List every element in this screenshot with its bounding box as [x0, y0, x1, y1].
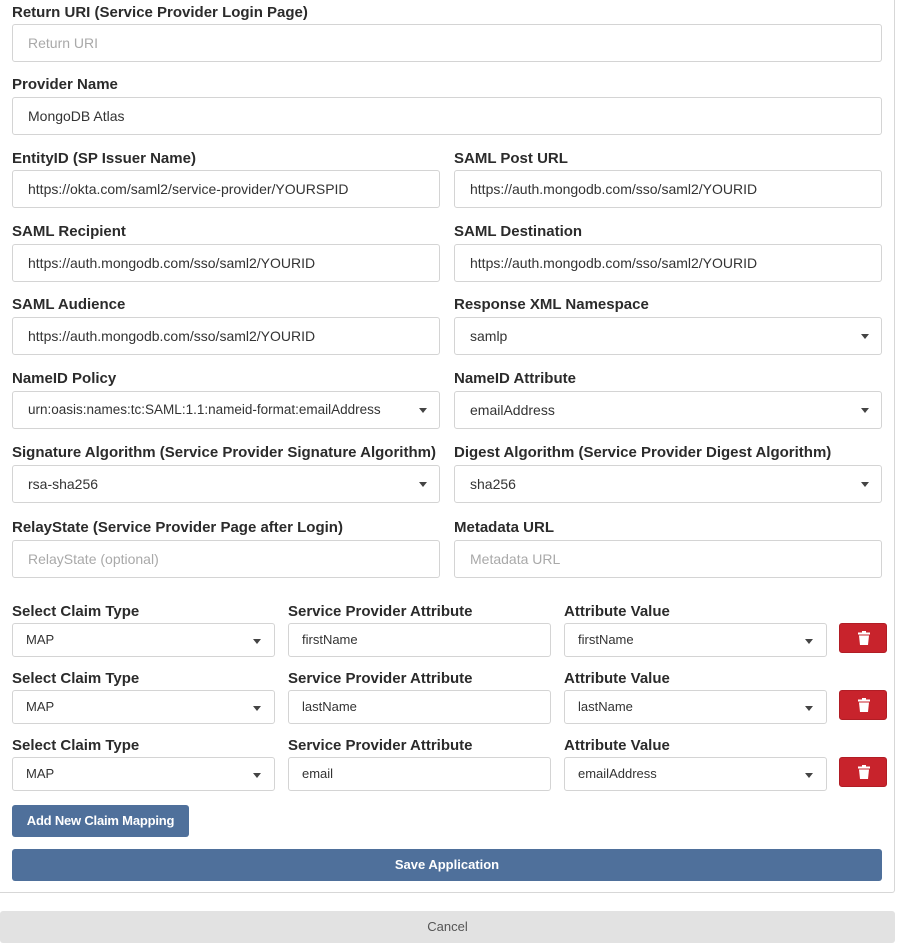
saml-destination-input[interactable] — [454, 244, 882, 282]
claim-attribute-label: Service Provider Attribute — [288, 737, 473, 754]
caret-down-icon — [805, 773, 813, 778]
claim-attribute-value: email — [302, 766, 334, 781]
caret-down-icon — [805, 639, 813, 644]
response-xml-namespace-select[interactable] — [454, 317, 882, 355]
claim-type-value: MAP — [26, 766, 55, 781]
claim-type-select[interactable] — [12, 757, 275, 791]
signature-algorithm-label: Signature Algorithm (Service Provider Signature Algorithm) — [12, 444, 436, 461]
trash-icon — [858, 631, 870, 645]
claim-attribute-input[interactable] — [288, 623, 551, 657]
saml-destination-label: SAML Destination — [454, 223, 583, 240]
provider-name-label: Provider Name — [12, 76, 118, 93]
saml-audience-input[interactable] — [12, 317, 440, 355]
nameid-attribute-value: emailAddress — [470, 402, 555, 418]
entity-id-label: EntityID (SP Issuer Name) — [12, 150, 196, 167]
saml-destination-value: https://auth.mongodb.com/sso/saml2/YOURID — [470, 255, 758, 271]
claim-type-value: MAP — [26, 632, 55, 647]
signature-algorithm-value: rsa-sha256 — [28, 476, 99, 492]
entity-id-input[interactable] — [12, 170, 440, 208]
caret-down-icon — [253, 639, 261, 644]
trash-icon — [858, 765, 870, 779]
claim-type-label: Select Claim Type — [12, 603, 140, 620]
delete-claim-button[interactable] — [839, 757, 887, 787]
claim-value-value: emailAddress — [578, 766, 657, 781]
relay-state-placeholder: RelayState (optional) — [28, 551, 159, 567]
metadata-url-placeholder: Metadata URL — [470, 551, 561, 567]
claim-value-select[interactable] — [564, 690, 827, 724]
nameid-policy-select[interactable] — [12, 391, 440, 429]
save-application-button[interactable]: Save Application — [12, 849, 882, 881]
claim-value-label: Attribute Value — [564, 670, 670, 687]
saml-recipient-value: https://auth.mongodb.com/sso/saml2/YOURID — [28, 255, 316, 271]
provider-name-value: MongoDB Atlas — [28, 108, 125, 124]
claim-value-label: Attribute Value — [564, 603, 670, 620]
saml-audience-label: SAML Audience — [12, 296, 126, 313]
saml-recipient-input[interactable] — [12, 244, 440, 282]
return-uri-placeholder: Return URI — [28, 35, 99, 51]
signature-algorithm-select[interactable] — [12, 465, 440, 503]
response-xml-namespace-label: Response XML Namespace — [454, 296, 649, 313]
claim-type-select[interactable] — [12, 623, 275, 657]
entity-id-value: https://okta.com/saml2/service-provider/YOURSPID — [28, 181, 349, 197]
claim-value-value: lastName — [578, 699, 633, 714]
caret-down-icon — [805, 706, 813, 711]
digest-algorithm-select[interactable] — [454, 465, 882, 503]
claim-value-label: Attribute Value — [564, 737, 670, 754]
saml-post-url-label: SAML Post URL — [454, 150, 568, 167]
claim-attribute-input[interactable] — [288, 690, 551, 724]
claim-type-select[interactable] — [12, 690, 275, 724]
digest-algorithm-label: Digest Algorithm (Service Provider Digest Algorithm) — [454, 444, 832, 461]
claim-attribute-label: Service Provider Attribute — [288, 670, 473, 687]
caret-down-icon — [861, 408, 869, 413]
response-xml-namespace-value: samlp — [470, 328, 508, 344]
saml-post-url-input[interactable] — [454, 170, 882, 208]
cancel-button[interactable]: Cancel — [0, 911, 895, 943]
saml-recipient-label: SAML Recipient — [12, 223, 126, 240]
claim-type-value: MAP — [26, 699, 55, 714]
claim-attribute-value: firstName — [302, 632, 358, 647]
nameid-policy-label: NameID Policy — [12, 370, 117, 387]
claim-value-select[interactable] — [564, 623, 827, 657]
caret-down-icon — [253, 706, 261, 711]
return-uri-label: Return URI (Service Provider Login Page) — [12, 4, 308, 21]
relay-state-label: RelayState (Service Provider Page after Login) — [12, 519, 343, 536]
caret-down-icon — [419, 408, 427, 413]
digest-algorithm-value: sha256 — [470, 476, 516, 492]
add-claim-mapping-button[interactable]: Add New Claim Mapping — [12, 805, 189, 837]
caret-down-icon — [861, 334, 869, 339]
delete-claim-button[interactable] — [839, 690, 887, 720]
saml-post-url-value: https://auth.mongodb.com/sso/saml2/YOURID — [470, 181, 758, 197]
return-uri-input[interactable] — [12, 24, 882, 62]
claim-value-value: firstName — [578, 632, 634, 647]
caret-down-icon — [861, 482, 869, 487]
provider-name-input[interactable] — [12, 97, 882, 135]
claim-value-select[interactable] — [564, 757, 827, 791]
claim-type-label: Select Claim Type — [12, 670, 140, 687]
relay-state-input[interactable] — [12, 540, 440, 578]
trash-icon — [858, 698, 870, 712]
caret-down-icon — [419, 482, 427, 487]
delete-claim-button[interactable] — [839, 623, 887, 653]
claim-attribute-value: lastName — [302, 699, 357, 714]
metadata-url-input[interactable] — [454, 540, 882, 578]
claim-type-label: Select Claim Type — [12, 737, 140, 754]
claim-attribute-input[interactable] — [288, 757, 551, 791]
nameid-attribute-label: NameID Attribute — [454, 370, 576, 387]
nameid-policy-value: urn:oasis:names:tc:SAML:1.1:nameid-format:emailAddress — [28, 402, 381, 417]
claim-attribute-label: Service Provider Attribute — [288, 603, 473, 620]
caret-down-icon — [253, 773, 261, 778]
metadata-url-label: Metadata URL — [454, 519, 555, 536]
saml-audience-value: https://auth.mongodb.com/sso/saml2/YOURID — [28, 328, 316, 344]
nameid-attribute-select[interactable] — [454, 391, 882, 429]
